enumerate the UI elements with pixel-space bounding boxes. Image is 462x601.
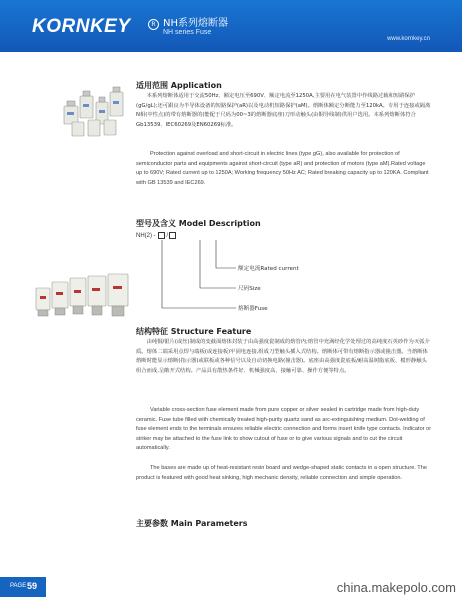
label-rated-current: 额定电流Rated current — [238, 266, 299, 272]
label-fuse: 熔断器Fuse — [238, 306, 268, 312]
structure-text-en-2: The bases are made up of heat-resistant resin board and wedge-shaped static contacts in a open structure. The product is featured with good heat sinking, high mechanic density, reliable connection and simple operation. — [136, 465, 427, 481]
structure-heading: 结构特征 Structure Feature — [136, 327, 252, 336]
model-heading: 型号及含义 Model Description — [136, 219, 261, 228]
model-code-separator: / — [166, 233, 169, 240]
header-banner — [0, 0, 462, 52]
registered-mark-icon: R — [148, 19, 159, 30]
website-link[interactable]: www.kornkey.cn — [387, 36, 430, 42]
size-box — [158, 232, 165, 239]
page-label: PAGE — [10, 583, 27, 589]
model-code — [136, 232, 177, 239]
series-title-en: NH series Fuse — [163, 29, 212, 36]
parameters-heading: 主要参数 Main Parameters — [136, 519, 248, 528]
current-box — [169, 232, 176, 239]
application-heading: 适用范围 Application — [136, 81, 222, 90]
label-size: 尺码Size — [238, 286, 261, 292]
series-title-cn: NH系列熔断器 — [163, 18, 228, 29]
structure-text-en-1: Variable cross-section fuse element made from pure copper or silver sealed in cartridge made from high-duty ceramic. Fuse tube filled with chemically treated high-purity quartz sand as arc-extinguishing medium. Dot-welding of fuse element ends to the terminals ensures reliable electric connection and forms insert knife type contacts. Indicator or striker may be attached to the fuse link to show cutout of fuse or to give various signals and to cut the circuit automatically. — [136, 407, 432, 452]
application-text-cn: 本系列熔断体适用于交流50Hz、额定电压至690V、额定电流至1250A,主要用在电气装置中作线路过载和短路保护(gG/gL);还可跟良为半导体设备的短路保护(aR)以及电动机短路保护(aM)。熔断体额定分断能力至120kA。专用于连接或隔离N相(中性点)的带有熔断器的(能配于尺码为00~3的熔断器底座)刀形动触头(由铜导线制)供用户选用。本系列熔断体符合Gb13539、IEC60269及EN60269标准。 — [136, 93, 431, 128]
fuse-product-photo — [58, 86, 132, 142]
page-number: 59 — [27, 581, 38, 591]
application-text-en: Protection against overload and short-circuit in electric lines (type gG), also available for protection of semiconductor parts and equipments against short-circuit (type aR) and protection of motors (type aM).Rated voltage up to 690V; Rated current up to 1250A; Working frequency 50Hz AC; Rated breaking capacity up to 120KA. Compliant with GB 13539 and IEC269. — [136, 151, 429, 186]
model-code-prefix: NH(2) - — [136, 233, 156, 240]
fuse-base-photo — [34, 268, 134, 328]
watermark: china.makepolo.com — [336, 580, 456, 595]
structure-text-cn: 由纯铜/银片(或丝)制成的变截面熔体封装于由高强度瓷制成的熔管内;熔管中充满经化学处理过的高纯度石英砂作为灭弧介质。熔体二端采用点焊与端板(或连接板)牢固电连接,组成刀型触头插入式结构。熔断体可带有熔断指示器或撞击器。当熔断体熔断时能显示熔断(指示器)或联板或各种信号以及自动切换电路(撞击器)。底座由高强度瓷底板/耐高温树脂底板、模形静触头组合而成,呈敞开式结构。产品具有散热条件好、机械强度高、接触可靠、操作方便等特点。 — [136, 339, 430, 374]
brand-logo: KORNKEY — [32, 16, 131, 37]
